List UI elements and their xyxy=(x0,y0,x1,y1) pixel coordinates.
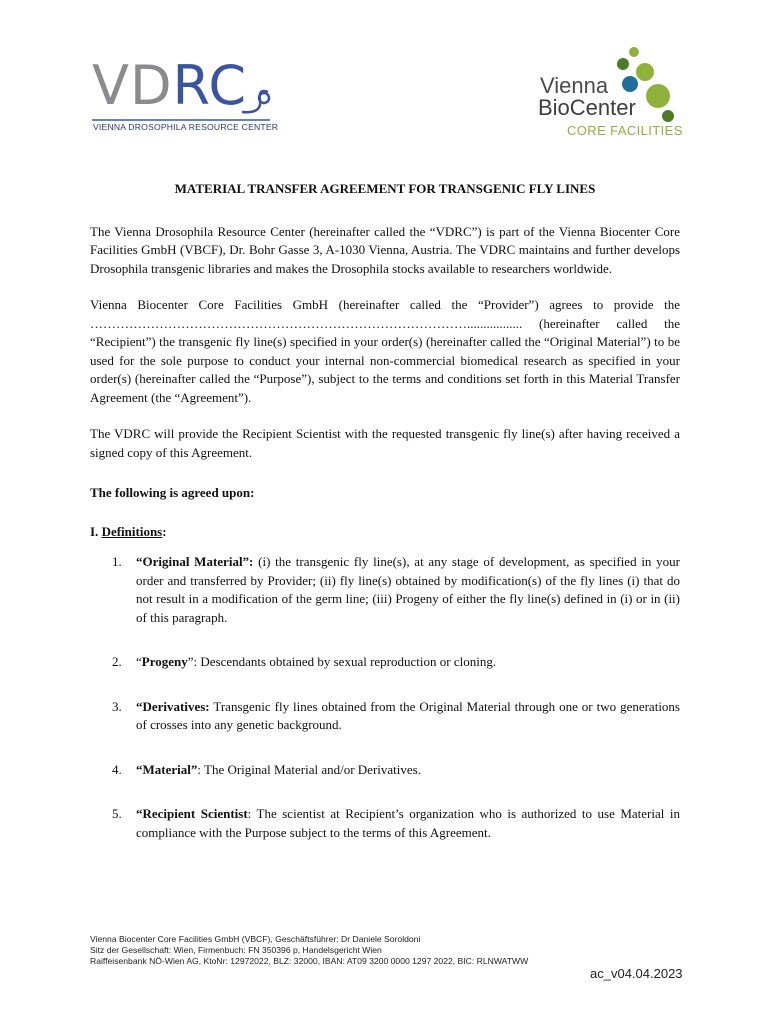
definition-number: 5. xyxy=(112,806,122,821)
definition-term: “Derivatives: xyxy=(136,698,210,714)
definition-number: 3. xyxy=(112,698,122,714)
definition-number: 2. xyxy=(112,654,122,669)
definition-item xyxy=(90,553,680,627)
provider-paragraph-start: Vienna Biocenter Core Facilities GmbH (hereinafter called the “Provider”) agrees to provide the xyxy=(90,297,680,312)
definition-text: : The Original Material and/or Derivatives. xyxy=(197,761,421,777)
definition-term: “Material” xyxy=(136,761,198,777)
definition-item xyxy=(90,805,680,842)
vdrc-logo xyxy=(92,54,282,140)
definition-number: 1. xyxy=(112,554,122,569)
document-title: MATERIAL TRANSFER AGREEMENT FOR TRANSGENIC FLY LINES xyxy=(174,181,596,196)
definitions-heading xyxy=(90,523,680,542)
footer-bank-line: Raiffeisenbank NÖ-Wien AG, KtoNr: 12972022, BLZ: 32000, IBAN: AT09 3200 0000 1297 2022, BIC: RLNWATWW xyxy=(90,956,529,966)
definition-term: “Recipient Scientist xyxy=(136,806,248,821)
footer-company-line: Vienna Biocenter Core Facilities GmbH (VBCF), Geschäftsführer: Dr Daniele Soroldoni xyxy=(90,934,421,944)
definition-text: : The scientist at Recipient’s organization who is authorized to use Material in compliance with the Purpose subject to the terms of this Agreement. xyxy=(136,806,680,840)
definition-term: “Original Material”: xyxy=(136,554,254,569)
vdrc-letters-gray: VD xyxy=(92,54,173,117)
definitions-list xyxy=(90,553,680,842)
vbc-line3: CORE FACILITIES xyxy=(567,123,683,138)
provider-paragraph xyxy=(90,296,680,407)
definitions-prefix: I. xyxy=(90,523,102,539)
vbc-logo xyxy=(530,46,690,146)
vdrc-wordmark xyxy=(92,56,247,116)
footer-registry-line: Sitz der Gesellschaft: Wien, Firmenbuch: FN 350396 p, Handelsgericht Wien xyxy=(90,945,382,955)
definition-number: 4. xyxy=(112,761,122,777)
definition-text: Transgenic fly lines obtained from the Original Material through one or two generations of crosses into any genetic background. xyxy=(136,698,680,732)
definition-text: (i) the transgenic fly line(s), at any stage of development, as specified in your order and transferred by Provider; (ii) fly line(s) obtained by modification(s) of the fly lines (i) that do not result in a modification of the germ line; (iii) Progeny of either the fly line(s) defined in (i) or in (ii) of this paragraph. xyxy=(136,554,680,625)
page-footer xyxy=(90,934,690,967)
definition-item: 2. “Progeny”: Descendants obtained by sexual reproduction or cloning. xyxy=(90,653,680,672)
definitions-heading-text: Definitions xyxy=(101,523,163,539)
definitions-colon: : xyxy=(162,523,167,539)
recipient-name-blank[interactable]: ……………………………………………………………………………................. xyxy=(90,315,523,331)
vdrc-letters-blue: RC xyxy=(172,54,248,117)
vbc-line2: BioCenter xyxy=(538,95,636,120)
intro-paragraph: The Vienna Drosophila Resource Center (hereinafter called the “VDRC”) is part of the Vienna Biocenter Core Facilities GmbH (VBCF), Dr. Bohr Gasse 3, A-1030 Vienna, Austria. The VDRC maintains and further develops Drosophila transgenic libraries and makes the Drosophila stocks available to researchers worldwide. xyxy=(90,223,680,276)
recipient-paragraph: The VDRC will provide the Recipient Scientist with the requested transgenic fly line(s) after having received a signed copy of this Agreement. xyxy=(90,426,680,460)
vbc-line1: Vienna xyxy=(540,73,609,98)
provider-paragraph-end: (hereinafter called the “Recipient”) the transgenic fly line(s) specified in your order(s) (hereinafter called the “Original Material”) to be used for the sole purpose to conduct your internal non-commercial biomedical research as specified in your order(s) (hereinafter called the “Purpose”), subject to the terms and conditions set forth in this Material Transfer Agreement (the “Agreement”). xyxy=(90,315,680,405)
definition-term: Progeny xyxy=(141,654,188,669)
document-body xyxy=(90,180,680,868)
version-label: ac_v04.04.2023 xyxy=(590,966,683,981)
agreed-heading: The following is agreed upon: xyxy=(90,485,255,500)
definition-item xyxy=(90,698,680,735)
definition-text: : Descendants obtained by sexual reproduction or cloning. xyxy=(193,654,497,669)
vdrc-subtitle: VIENNA DROSOPHILA RESOURCE CENTER xyxy=(93,122,279,132)
definition-item xyxy=(90,761,680,780)
